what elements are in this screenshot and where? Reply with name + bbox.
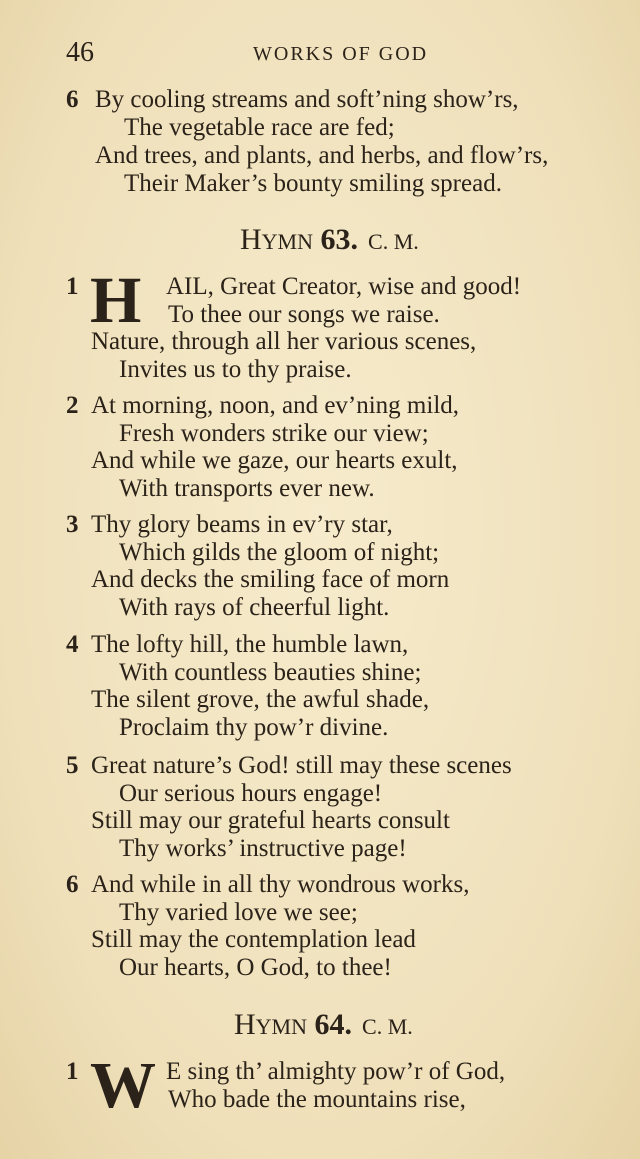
hymn-title-rest: YMN xyxy=(255,1014,308,1039)
verse-line: Still may the contemplation lead xyxy=(91,926,416,953)
verse-line: And trees, and plants, and herbs, and flow’rs, xyxy=(95,142,549,169)
hymn-title-h: H xyxy=(240,223,262,256)
hymn-number: 64. xyxy=(314,1008,353,1041)
hymn-meter: C. M. xyxy=(362,1014,413,1039)
verse-line: At morning, noon, and ev’ning mild, xyxy=(91,392,460,419)
verse-line: Fresh wonders strike our view; xyxy=(119,419,429,447)
verse-line: And while we gaze, our hearts exult, xyxy=(91,447,458,474)
verse-line: Who bade the mountains rise, xyxy=(168,1085,466,1113)
hymn-title-h: H xyxy=(234,1008,256,1041)
verse-line: The lofty hill, the humble lawn, xyxy=(91,631,409,658)
verse-number: 1 xyxy=(66,1058,79,1085)
drop-cap-letter: H xyxy=(90,264,142,337)
verse-line: By cooling streams and soft’ning show’rs, xyxy=(95,86,519,113)
verse-line: Nature, through all her various scenes, xyxy=(91,328,477,355)
verse-line: Which gilds the gloom of night; xyxy=(119,538,440,566)
verse-line: And while in all thy wondrous works, xyxy=(91,871,470,898)
hymn-title-rest: YMN xyxy=(261,229,314,254)
verse-line: Their Maker’s bounty smiling spread. xyxy=(124,170,502,197)
verse-line: Proclaim thy pow’r divine. xyxy=(119,713,389,741)
verse-line: Thy varied love we see; xyxy=(119,898,358,926)
running-title: WORKS OF GOD xyxy=(253,43,429,65)
verse-number: 4 xyxy=(66,631,79,658)
verse-number: 2 xyxy=(66,392,79,419)
verse-number: 5 xyxy=(66,752,79,779)
verse-line: AIL, Great Creator, wise and good! xyxy=(166,273,522,300)
verse-number: 6 xyxy=(66,871,79,898)
verse-line: E sing th’ almighty pow’r of God, xyxy=(166,1058,506,1085)
verse-line: Invites us to thy praise. xyxy=(119,355,352,383)
verse-number: 6 xyxy=(66,86,79,113)
verse-line: With transports ever new. xyxy=(119,474,375,502)
hymn-heading xyxy=(240,223,419,259)
verse-line: With rays of cheerful light. xyxy=(119,593,390,621)
drop-cap-letter: W xyxy=(90,1049,156,1122)
verse-line: Thy works’ instructive page! xyxy=(119,834,407,862)
verse-line: Our hearts, O God, to thee! xyxy=(119,953,392,981)
verse-line: The silent grove, the awful shade, xyxy=(91,686,430,713)
verse-line: Still may our grateful hearts consult xyxy=(91,807,450,834)
page-number: 46 xyxy=(66,37,94,68)
verse-line: The vegetable race are fed; xyxy=(124,114,395,141)
hymn-heading xyxy=(234,1008,413,1044)
verse-line: Thy glory beams in ev’ry star, xyxy=(91,511,393,538)
verse-line: Our serious hours engage! xyxy=(119,779,383,807)
verse-number: 3 xyxy=(66,511,79,538)
hymn-number: 63. xyxy=(320,223,359,256)
verse-number: 1 xyxy=(66,273,79,300)
verse-line: With countless beauties shine; xyxy=(119,658,422,686)
hymn-meter: C. M. xyxy=(368,229,419,254)
verse-line: To thee our songs we raise. xyxy=(168,300,440,328)
verse-line: And decks the smiling face of morn xyxy=(91,566,450,593)
verse-line: Great nature’s God! still may these scenes xyxy=(91,752,512,779)
